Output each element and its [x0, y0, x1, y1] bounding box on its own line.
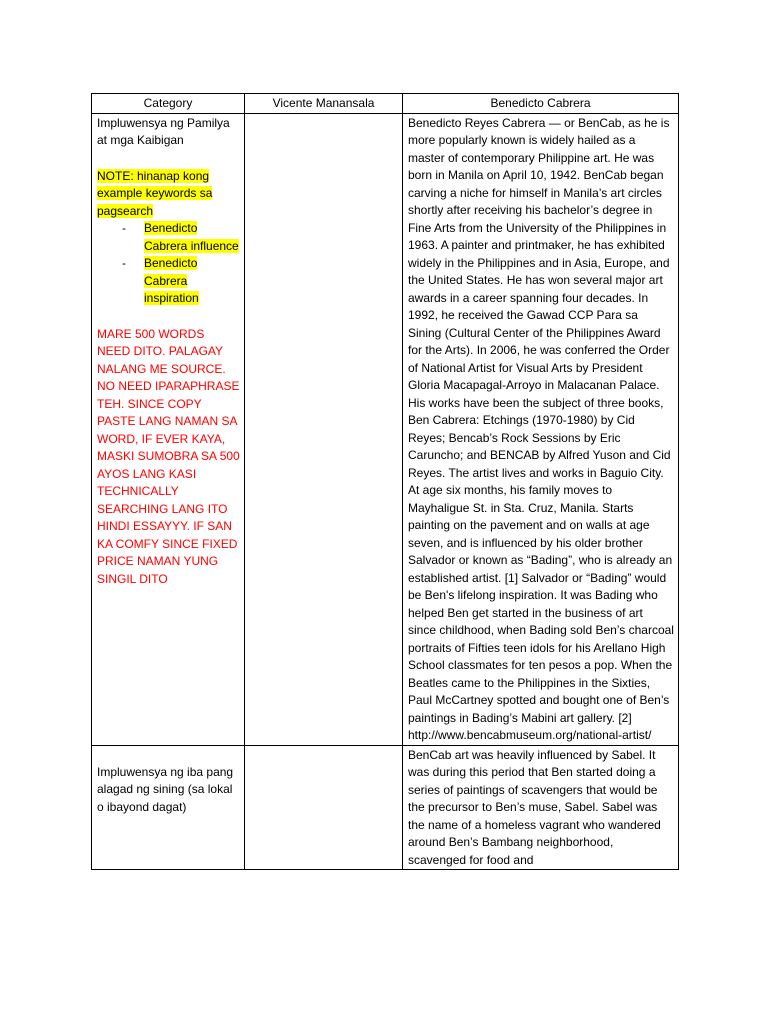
spacer — [97, 150, 240, 168]
manansala-cell — [245, 745, 403, 870]
header-vicente-manansala: Vicente Manansala — [245, 94, 403, 114]
cabrera-cell: Benedicto Reyes Cabrera — or BenCab, as he is more popularly known is widely hailed as a master of contemporary Philippine art. He was born in Manila on April 10, 1942. BenCab began carving a niche for himself in Manila’s art circles shortly after receiving his bachelor’s degree in Fine Arts from the University of the Philippines in 1963. A painter and printmaker, he has exhibited widely in the Philippines and in Asia, Europe, and the United States. He has won several major art awards in a career spanning four decades. In 1992, he received the Gawad CCP Para sa Sining (Cultural Center of the Philippines Award for the Arts). In 2006, he was conferred the Order of National Artist for Visual Arts by President Gloria Macapagal-Arroyo in Malacanan Palace. His works have been the subject of three books, Ben Cabrera: Etchings (1970-1980) by Cid Reyes; Bencab’s Rock Sessions by Eric Caruncho; and BENCAB by Alfred Yuson and Cid Reyes. The artist lives and works in Baguio City. At age six months, his family moves to Mayhaligue St. in Sta. Cruz, Manila. Starts painting on the pavement and on walls at age seven, and is influenced by his older brother Salvador or known as “Bading”, who is already an established artist. [1] Salvador or “Bading” would be Ben's lifelong inspiration. It was Bading who helped Ben get started in the business of art since childhood, when Bading sold Ben’s charcoal portraits of Fifties teen idols for his Arellano High School classmates for ten pesos a pop. When the Beatles came to the Philippines in the Sixties, Paul McCartney spotted and bought one of Ben’s paintings in Bading’s Mabini art gallery. [2] http://www.bencabmuseum.org/national-artist/ — [403, 113, 679, 745]
header-benedicto-cabrera: Benedicto Cabrera — [403, 94, 679, 114]
category-cell — [92, 113, 245, 745]
category-cell — [92, 745, 245, 870]
category-label: Impluwensya ng Pamilya at mga Kaibigan — [97, 115, 230, 147]
list-item: - Benedicto Cabrera influence — [122, 221, 239, 253]
dash-bullet: - — [122, 221, 126, 235]
keyword-list — [97, 220, 240, 308]
list-item: - Benedicto Cabrera inspiration — [122, 256, 199, 305]
red-note: MARE 500 WORDS NEED DITO. PALAGAY NALANG ME SOURCE. NO NEED IPARAPHRASE TEH. SINCE COPY PASTE LANG NAMAN SA WORD, IF EVER KAYA, MASKI SUMOBRA SA 500 AYOS LANG KASI TECHNICALLY SEARCHING LANG ITO HINDI ESSAYYY. IF SAN KA COMFY SINCE FIXED PRICE NAMAN YUNG SINGIL DITO — [97, 326, 240, 586]
spacer — [97, 308, 240, 326]
cabrera-cell: BenCab art was heavily influenced by Sabel. It was during this period that Ben started doing a series of paintings of scavengers that would be the precursor to Ben’s muse, Sabel. Sabel was the name of a homeless vagrant who wandered around Ben’s Bambang neighborhood, scavenged for food and — [403, 745, 679, 870]
dash-bullet: - — [122, 256, 126, 270]
table-row — [92, 745, 679, 870]
table-row — [92, 113, 679, 745]
comparison-table — [91, 93, 679, 870]
note-text: NOTE: hinanap kong example keywords sa pagsearch — [97, 168, 213, 218]
header-category: Category — [92, 94, 245, 114]
header-row — [92, 94, 679, 114]
manansala-cell — [245, 113, 403, 745]
category-label: Impluwensya ng iba pang alagad ng sining (sa lokal o ibayond dagat) — [97, 764, 234, 814]
